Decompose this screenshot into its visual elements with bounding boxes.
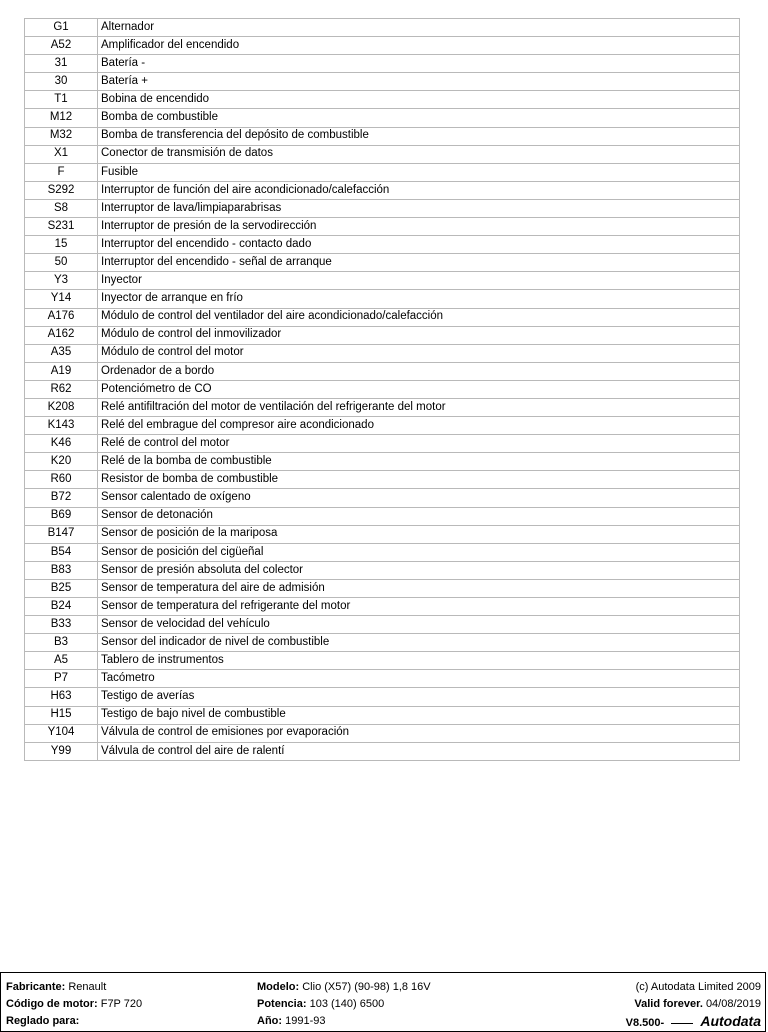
legend-row <box>25 688 740 706</box>
legend-row <box>25 326 740 344</box>
component-code: K208 <box>25 398 98 416</box>
component-code: X1 <box>25 145 98 163</box>
date-value: 04/08/2019 <box>705 998 761 1010</box>
component-code: B3 <box>25 634 98 652</box>
component-description: Bobina de encendido <box>98 91 740 109</box>
component-code: G1 <box>25 19 98 37</box>
legend-row <box>25 109 740 127</box>
legend-row <box>25 561 740 579</box>
component-description: Relé del embrague del compresor aire acondicionado <box>98 417 740 435</box>
legend-row <box>25 181 740 199</box>
legend-row <box>25 308 740 326</box>
component-code: A176 <box>25 308 98 326</box>
legend-body <box>25 19 740 761</box>
component-description: Módulo de control del inmovilizador <box>98 326 740 344</box>
component-description: Sensor de detonación <box>98 507 740 525</box>
component-description: Tacómetro <box>98 670 740 688</box>
component-code: A35 <box>25 344 98 362</box>
legend-row <box>25 362 740 380</box>
legend-row <box>25 670 740 688</box>
component-code: 30 <box>25 73 98 91</box>
component-description: Potenciómetro de CO <box>98 380 740 398</box>
component-code: B54 <box>25 543 98 561</box>
component-code: B83 <box>25 561 98 579</box>
component-description: Amplificador del encendido <box>98 37 740 55</box>
validity-label: Valid forever. <box>634 998 703 1010</box>
version-row <box>626 1013 761 1032</box>
manufacturer-value: Renault <box>68 981 107 993</box>
component-code: R60 <box>25 471 98 489</box>
model-row <box>257 979 431 996</box>
legend-row <box>25 254 740 272</box>
legend-row <box>25 290 740 308</box>
component-code: Y99 <box>25 742 98 760</box>
legend-row <box>25 435 740 453</box>
legend-row <box>25 55 740 73</box>
component-description: Válvula de control de emisiones por evaporación <box>98 724 740 742</box>
tuning-label: Reglado para: <box>6 1015 80 1027</box>
manufacturer-label: Fabricante: <box>6 981 66 993</box>
engine-code-row <box>6 996 142 1013</box>
component-description: Sensor de temperatura del refrigerante del motor <box>98 598 740 616</box>
legend-row <box>25 236 740 254</box>
component-description: Inyector <box>98 272 740 290</box>
component-code: T1 <box>25 91 98 109</box>
component-code: A19 <box>25 362 98 380</box>
tuning-row <box>6 1013 142 1030</box>
legend-row <box>25 471 740 489</box>
component-code: Y14 <box>25 290 98 308</box>
component-code: S292 <box>25 181 98 199</box>
component-description: Alternador <box>98 19 740 37</box>
legend-row <box>25 127 740 145</box>
footer-middle-column <box>257 979 431 1030</box>
component-code: H15 <box>25 706 98 724</box>
component-description: Bomba de transferencia del depósito de combustible <box>98 127 740 145</box>
model-label: Modelo: <box>257 981 300 993</box>
component-description: Sensor calentado de oxígeno <box>98 489 740 507</box>
footer-right-column <box>626 979 761 1032</box>
power-label: Potencia: <box>257 998 307 1010</box>
component-description: Testigo de averías <box>98 688 740 706</box>
component-code: B33 <box>25 616 98 634</box>
legend-row <box>25 453 740 471</box>
legend-row <box>25 417 740 435</box>
year-value: 1991-93 <box>285 1015 326 1027</box>
legend-row <box>25 380 740 398</box>
component-description: Resistor de bomba de combustible <box>98 471 740 489</box>
component-description: Relé de control del motor <box>98 435 740 453</box>
component-code: 15 <box>25 236 98 254</box>
component-description: Tablero de instrumentos <box>98 652 740 670</box>
validity-row <box>626 996 761 1013</box>
component-description: Conector de transmisión de datos <box>98 145 740 163</box>
legend-row <box>25 507 740 525</box>
component-code: F <box>25 163 98 181</box>
version-text: V8.500- <box>625 1017 665 1029</box>
legend-row <box>25 37 740 55</box>
component-code: R62 <box>25 380 98 398</box>
component-code: M32 <box>25 127 98 145</box>
year-row <box>257 1013 431 1030</box>
copyright-text: (c) Autodata Limited 2009 <box>635 981 761 993</box>
component-description: Interruptor de presión de la servodirección <box>98 218 740 236</box>
component-description: Fusible <box>98 163 740 181</box>
component-code: 31 <box>25 55 98 73</box>
component-code: A5 <box>25 652 98 670</box>
component-description: Bomba de combustible <box>98 109 740 127</box>
component-code: B25 <box>25 579 98 597</box>
legend-row <box>25 706 740 724</box>
component-code: B24 <box>25 598 98 616</box>
vehicle-info-footer <box>0 972 766 1032</box>
component-legend-table <box>24 18 740 761</box>
component-description: Relé de la bomba de combustible <box>98 453 740 471</box>
component-code: K143 <box>25 417 98 435</box>
legend-row <box>25 724 740 742</box>
legend-row <box>25 598 740 616</box>
brand-divider <box>671 1023 693 1024</box>
component-description: Sensor de posición del cigüeñal <box>98 543 740 561</box>
component-code: Y3 <box>25 272 98 290</box>
legend-row <box>25 73 740 91</box>
component-code: A162 <box>25 326 98 344</box>
component-code: Y104 <box>25 724 98 742</box>
component-description: Sensor del indicador de nivel de combustible <box>98 634 740 652</box>
legend-row <box>25 398 740 416</box>
manufacturer-row <box>6 979 142 996</box>
component-code: B72 <box>25 489 98 507</box>
legend-row <box>25 272 740 290</box>
footer-left-column <box>6 979 142 1030</box>
component-code: P7 <box>25 670 98 688</box>
year-label: Año: <box>257 1015 283 1027</box>
component-description: Interruptor de función del aire acondicionado/calefacción <box>98 181 740 199</box>
component-description: Válvula de control del aire de ralentí <box>98 742 740 760</box>
component-description: Inyector de arranque en frío <box>98 290 740 308</box>
component-description: Batería - <box>98 55 740 73</box>
legend-row <box>25 218 740 236</box>
component-code: S231 <box>25 218 98 236</box>
component-description: Interruptor del encendido - contacto dado <box>98 236 740 254</box>
component-code: S8 <box>25 199 98 217</box>
legend-row <box>25 543 740 561</box>
legend-row <box>25 616 740 634</box>
autodata-logo: Autodata <box>700 1013 761 1029</box>
legend-row <box>25 652 740 670</box>
copyright-row <box>626 979 761 996</box>
legend-row <box>25 163 740 181</box>
legend-row <box>25 145 740 163</box>
component-description: Sensor de posición de la mariposa <box>98 525 740 543</box>
component-description: Sensor de velocidad del vehículo <box>98 616 740 634</box>
component-description: Módulo de control del motor <box>98 344 740 362</box>
component-description: Interruptor del encendido - señal de arranque <box>98 254 740 272</box>
component-description: Sensor de presión absoluta del colector <box>98 561 740 579</box>
component-description: Interruptor de lava/limpiaparabrisas <box>98 199 740 217</box>
legend-row <box>25 525 740 543</box>
component-description: Ordenador de a bordo <box>98 362 740 380</box>
component-code: K20 <box>25 453 98 471</box>
component-description: Módulo de control del ventilador del aire acondicionado/calefacción <box>98 308 740 326</box>
legend-row <box>25 199 740 217</box>
legend-row <box>25 634 740 652</box>
power-row <box>257 996 431 1013</box>
component-code: 50 <box>25 254 98 272</box>
engine-code-value: F7P 720 <box>100 998 143 1010</box>
component-code: K46 <box>25 435 98 453</box>
legend-row <box>25 344 740 362</box>
power-value: 103 (140) 6500 <box>309 998 385 1010</box>
component-code: A52 <box>25 37 98 55</box>
legend-row <box>25 19 740 37</box>
component-description: Testigo de bajo nivel de combustible <box>98 706 740 724</box>
legend-row <box>25 742 740 760</box>
component-code: H63 <box>25 688 98 706</box>
component-code: M12 <box>25 109 98 127</box>
component-description: Relé antifiltración del motor de ventilación del refrigerante del motor <box>98 398 740 416</box>
engine-code-label: Código de motor: <box>6 998 98 1010</box>
component-description: Sensor de temperatura del aire de admisión <box>98 579 740 597</box>
legend-row <box>25 91 740 109</box>
legend-row <box>25 489 740 507</box>
legend-row <box>25 579 740 597</box>
model-value: Clio (X57) (90-98) 1,8 16V <box>302 981 431 993</box>
component-description: Batería + <box>98 73 740 91</box>
component-code: B147 <box>25 525 98 543</box>
component-code: B69 <box>25 507 98 525</box>
